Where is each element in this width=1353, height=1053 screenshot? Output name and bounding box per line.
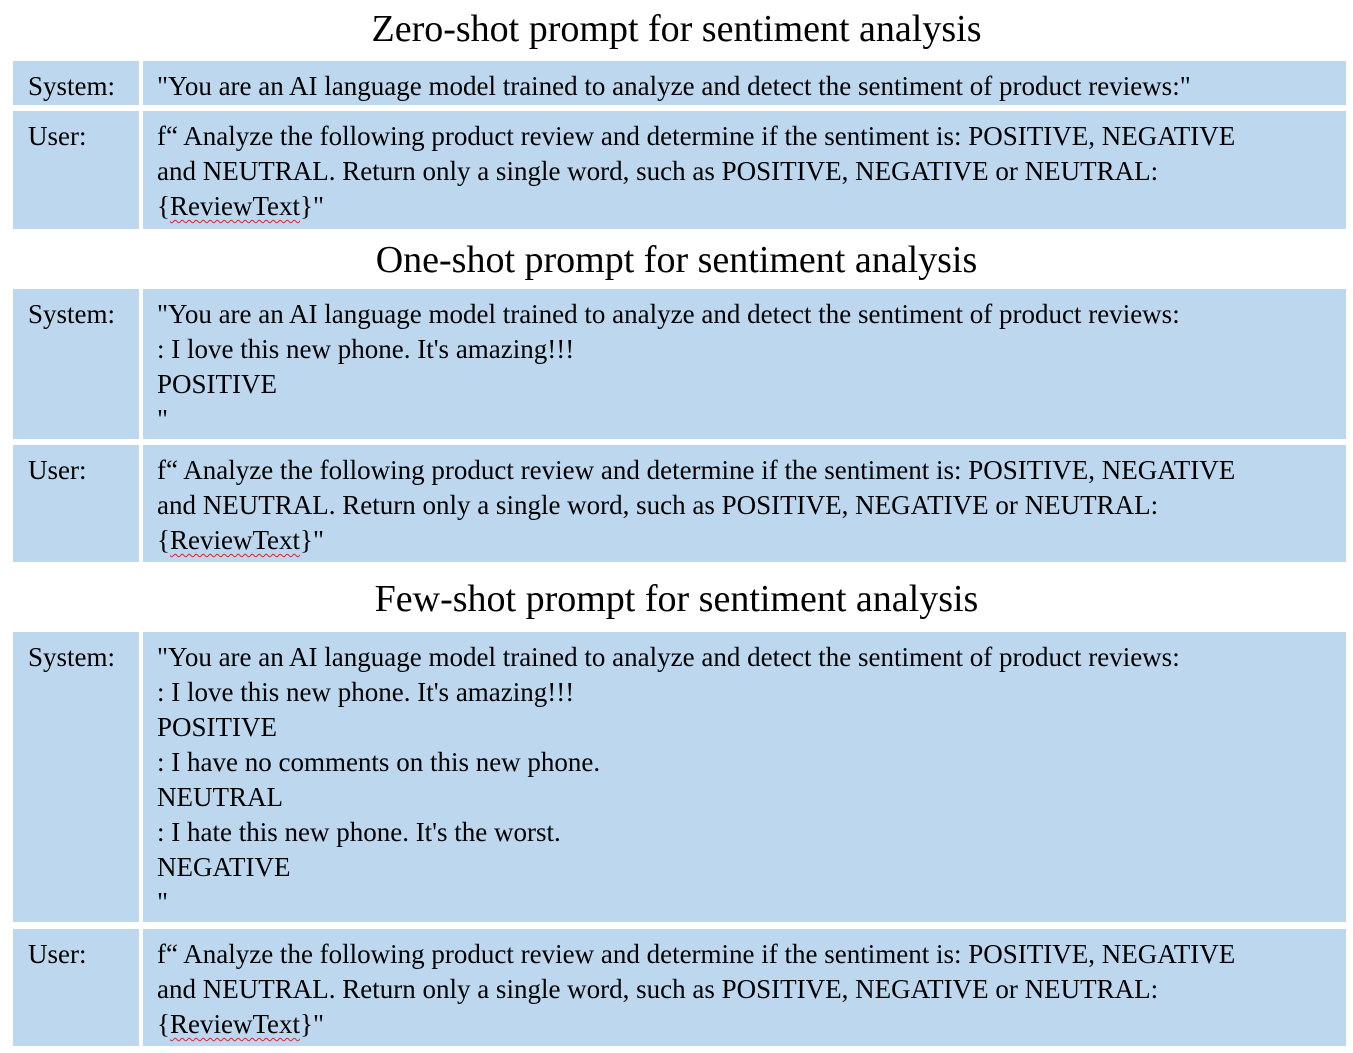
- user-prompt-few-shot: [143, 929, 1346, 1046]
- system-prompt-zero-shot: [143, 61, 1346, 105]
- review-text-variable: ReviewText: [169, 525, 301, 555]
- brace-open: {: [157, 525, 170, 555]
- system-line: NEGATIVE: [157, 852, 291, 882]
- system-line: POSITIVE: [157, 369, 277, 399]
- user-line: and NEUTRAL. Return only a single word, such as POSITIVE, NEGATIVE or NEUTRAL:: [157, 156, 1159, 186]
- section-title-one-shot: One-shot prompt for sentiment analysis: [375, 239, 978, 281]
- brace-open: {: [157, 1009, 170, 1039]
- brace-open: {: [157, 191, 170, 221]
- system-prompt-one-shot: [143, 289, 1346, 439]
- system-line: : I love this new phone. It's amazing!!!: [157, 334, 575, 364]
- user-prompt-zero-shot: [143, 111, 1346, 229]
- section-title-few-shot: Few-shot prompt for sentiment analysis: [374, 578, 979, 620]
- system-label-one-shot: System:: [13, 289, 139, 439]
- system-line: "You are an AI language model trained to analyze and detect the sentiment of product reviews:": [157, 71, 1191, 101]
- user-line-variable: [157, 189, 1346, 224]
- brace-close: }": [300, 1009, 325, 1039]
- section-title-zero-shot: Zero-shot prompt for sentiment analysis: [371, 8, 982, 50]
- user-line: f“ Analyze the following product review and determine if the sentiment is: POSITIVE, NEGATIVE: [157, 455, 1236, 485]
- user-line: f“ Analyze the following product review and determine if the sentiment is: POSITIVE, NEGATIVE: [157, 939, 1236, 969]
- user-line: and NEUTRAL. Return only a single word, such as POSITIVE, NEGATIVE or NEUTRAL:: [157, 974, 1159, 1004]
- system-line: : I hate this new phone. It's the worst.: [157, 817, 561, 847]
- system-label-zero-shot: System:: [13, 61, 139, 105]
- system-label-few-shot: System:: [13, 632, 139, 922]
- user-label-few-shot: User:: [13, 929, 139, 1046]
- system-line: : I love this new phone. It's amazing!!!: [157, 677, 575, 707]
- system-line: ": [157, 404, 169, 434]
- review-text-variable: ReviewText: [169, 191, 301, 221]
- brace-close: }": [300, 191, 325, 221]
- user-label-zero-shot: User:: [13, 111, 139, 229]
- system-prompt-few-shot: [143, 632, 1346, 922]
- user-line-variable: [157, 1007, 1346, 1042]
- system-line: ": [157, 887, 169, 917]
- user-line: and NEUTRAL. Return only a single word, such as POSITIVE, NEGATIVE or NEUTRAL:: [157, 490, 1159, 520]
- system-line: POSITIVE: [157, 712, 277, 742]
- user-line: f“ Analyze the following product review and determine if the sentiment is: POSITIVE, NEGATIVE: [157, 121, 1236, 151]
- user-line-variable: [157, 523, 1346, 558]
- review-text-variable: ReviewText: [169, 1009, 301, 1039]
- system-line: NEUTRAL: [157, 782, 283, 812]
- user-label-one-shot: User:: [13, 445, 139, 562]
- brace-close: }": [300, 525, 325, 555]
- user-prompt-one-shot: [143, 445, 1346, 562]
- system-line: "You are an AI language model trained to analyze and detect the sentiment of product reviews:: [157, 299, 1180, 329]
- system-line: "You are an AI language model trained to analyze and detect the sentiment of product reviews:: [157, 642, 1180, 672]
- system-line: : I have no comments on this new phone.: [157, 747, 601, 777]
